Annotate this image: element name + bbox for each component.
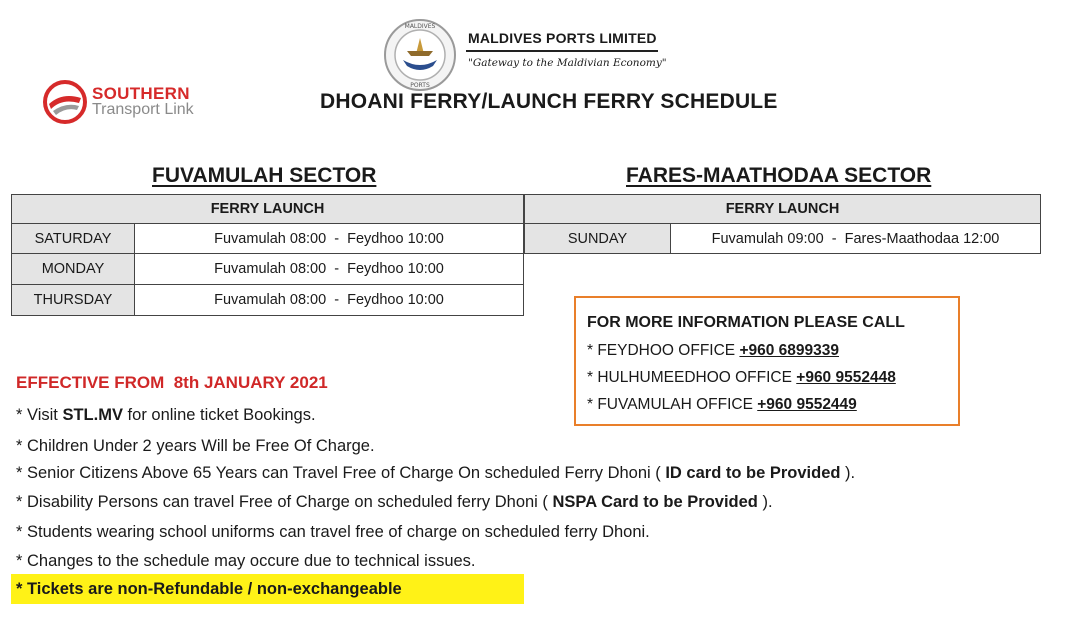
- note-text: * Senior Citizens Above 65 Years can Travel Free of Charge On scheduled Ferry Dhoni (: [16, 464, 666, 482]
- schedule-table-fuvamulah: [11, 194, 524, 316]
- schedule-day: MONDAY: [12, 254, 135, 285]
- brand-subtitle: Transport Link: [92, 101, 194, 118]
- contact-line-feydhoo: [587, 342, 839, 360]
- table-header: FERRY LAUNCH: [12, 195, 524, 224]
- table-header: FERRY LAUNCH: [525, 195, 1041, 224]
- schedule-route: Fuvamulah 09:00 - Fares-Maathodaa 12:00: [671, 224, 1041, 254]
- page-title: DHOANI FERRY/LAUNCH FERRY SCHEDULE: [320, 90, 778, 113]
- schedule-day: SUNDAY: [525, 224, 671, 254]
- note-text: for online ticket Bookings.: [122, 406, 316, 424]
- note-item: [16, 406, 316, 425]
- phone-number[interactable]: +960 6899339: [739, 342, 839, 359]
- office-label: * FUVAMULAH OFFICE: [587, 396, 758, 413]
- highlighted-note: * Tickets are non-Refundable / non-exchangeable: [16, 580, 402, 598]
- sector-title-fuvamulah: FUVAMULAH SECTOR: [152, 164, 377, 187]
- note-bold-link[interactable]: STL.MV: [62, 406, 123, 424]
- brand-name: SOUTHERN: [92, 84, 190, 103]
- note-text: ).: [757, 493, 773, 511]
- schedule-route: Fuvamulah 08:00 - Feydhoo 10:00: [135, 254, 524, 285]
- svg-text:PORTS: PORTS: [410, 82, 430, 89]
- svg-text:MALDIVES: MALDIVES: [404, 23, 436, 30]
- schedule-day: THURSDAY: [12, 285, 135, 316]
- office-label: * HULHUMEEDHOO OFFICE: [587, 369, 797, 386]
- schedule-route: Fuvamulah 08:00 - Feydhoo 10:00: [135, 224, 524, 254]
- note-text: ).: [840, 464, 856, 482]
- sector-title-fares-maathodaa: FARES-MAATHODAA SECTOR: [626, 164, 932, 187]
- contact-title: FOR MORE INFORMATION PLEASE CALL: [587, 314, 905, 331]
- note-item: [16, 464, 855, 483]
- org-name: MALDIVES PORTS LIMITED: [468, 30, 657, 46]
- note-item: [16, 523, 650, 542]
- org-tagline: "Gateway to the Maldivian Economy": [468, 57, 667, 69]
- table-row: [12, 285, 524, 316]
- note-text: * Students wearing school uniforms can travel free of charge on scheduled ferry Dhoni.: [16, 523, 650, 541]
- note-item: [16, 493, 773, 512]
- contact-line-fuvamulah: [587, 396, 857, 414]
- note-text: * Visit: [16, 406, 63, 424]
- table-row: [12, 254, 524, 285]
- schedule-route: Fuvamulah 08:00 - Feydhoo 10:00: [135, 285, 524, 316]
- contact-line-hulhumeedhoo: [587, 369, 896, 387]
- note-bold: ID card to be Provided: [665, 464, 841, 482]
- southern-transport-link-logo-icon: [42, 80, 88, 124]
- schedule-table-fares-maathodaa: [524, 194, 1041, 254]
- note-item: [16, 552, 476, 571]
- org-name-rule: [466, 50, 658, 52]
- phone-number[interactable]: +960 9552448: [796, 369, 896, 386]
- table-row: [12, 224, 524, 254]
- office-label: * FEYDHOO OFFICE: [587, 342, 740, 359]
- effective-date: EFFECTIVE FROM 8th JANUARY 2021: [16, 373, 328, 392]
- note-text: * Children Under 2 years Will be Free Of Charge.: [16, 437, 375, 455]
- table-header-row: [12, 195, 524, 224]
- note-text: * Disability Persons can travel Free of Charge on scheduled ferry Dhoni (: [16, 493, 553, 511]
- maldives-ports-seal-logo: [383, 18, 457, 92]
- note-item: [16, 437, 375, 456]
- note-bold: NSPA Card to be Provided: [552, 493, 758, 511]
- note-text: * Changes to the schedule may occure due to technical issues.: [16, 552, 476, 570]
- phone-number[interactable]: +960 9552449: [757, 396, 857, 413]
- table-row: [525, 224, 1041, 254]
- schedule-day: SATURDAY: [12, 224, 135, 254]
- table-header-row: [525, 195, 1041, 224]
